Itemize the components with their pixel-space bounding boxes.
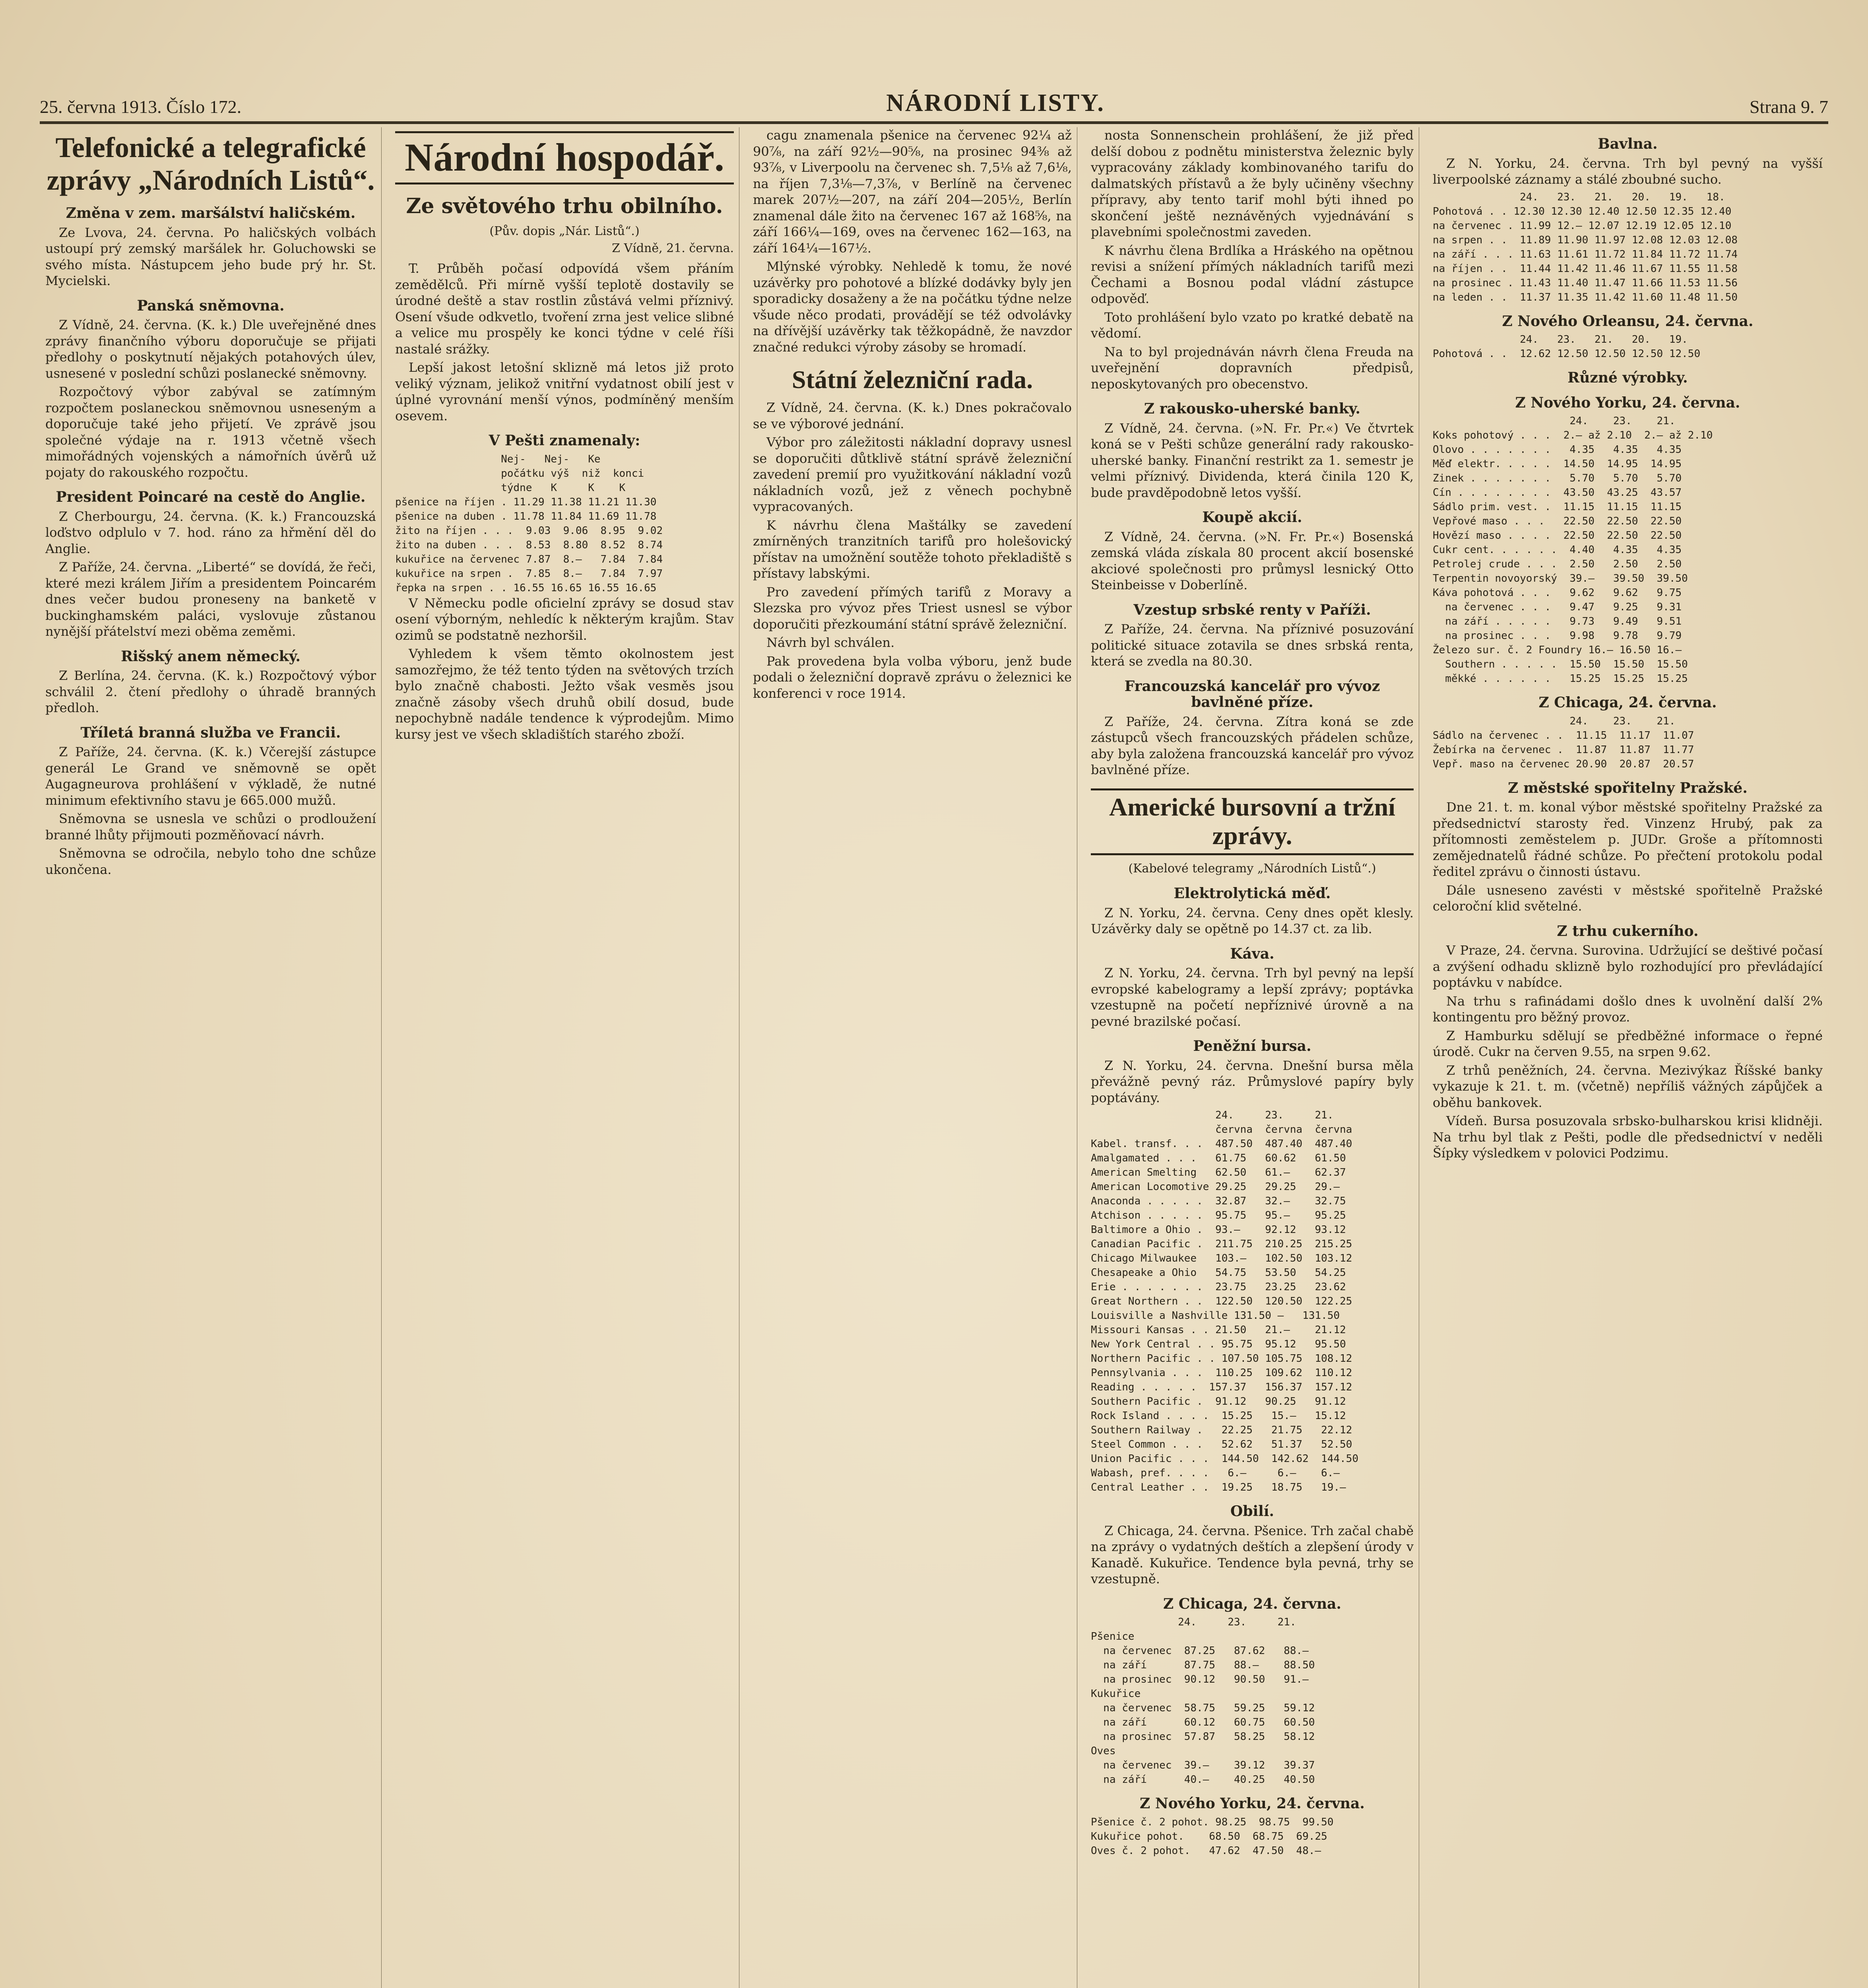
article-paragraph: Z Vídně, 24. června. (»N. Fr. Pr.«) Bosenská zemská vláda získala 80 procent akcií bosenské akciové společnosti pro průmysl lesnický Otto Steinbeisse v Doberlíně. (1091, 529, 1414, 592)
article-paragraph: Rozpočtový výbor zabýval se zatímným rozpočtem poslaneckou sněmovnou usneseným a doporučuje také jeho přijetí. Ve zprávě jsou společné výdaje na r. 1913 včetně všech mimořádných vojenských a námořních úvěrů už pojaty do rakouského rozpočtu. (45, 384, 376, 480)
article-paragraph: Lepší jakost letošní sklizně má letos již proto veliký význam, jelikož vnitřní vydatnost obilí jest v úplné vyrovnání menší výnos, podmíněný menším osevem. (395, 360, 734, 423)
section-heading: Změna v zem. maršálství haličském. (66, 205, 356, 221)
orleans-table-rows: 24. 23. 21. 20. 19. Pohotová . . 12.62 12.50 12.50 12.50 12.50 (1433, 334, 1701, 360)
article-paragraph: V Praze, 24. června. Surovina. Udržující se deštivé počasí a zvýšení odhadu sklizně bylo rozhodující pro převládající poptávku v nabídce. (1433, 943, 1823, 990)
article-paragraph: Dne 21. t. m. konal výbor městské spořitelny Pražské za předsednictví starosty řed. Vinzenz Hrubý, pak za přítomnosti zeměstelem p. JUDr. Groše a přítomnosti zemějednatelů řádné schůze. Po přečtení protokolu podal ředitel zprávu o činnosti ústavu. (1433, 800, 1823, 879)
article-paragraph: Výbor pro záležitosti nákladní dopravy usnesl se doporučiti důtklivě státní správě železniční zavedení premií pro využitkování nákladní vozů nákladních vozů, jež z věnech pochybně vypracovaných. (753, 435, 1072, 514)
article-paragraph: Z Paříže, 24. června. Zítra koná se zde zástupců všech francouzských přádelen schůze, aby byla založena francouzská kancelář pro vývoz bavlněné příze. (1091, 714, 1414, 777)
article-paragraph: Pro zavedení přímých tarifů z Moravy a Slezska pro vývoz přes Triest usnesl se výbor doporučiti přezkoumání státní správě železniční. (753, 584, 1072, 632)
grain-table-rows: 24. 23. 21. Pšenice na červenec 87.25 87.62 88.— na září 87.75 88.— 88.50 na prosinec 90.12 90.50 91.— Kukuřice na červenec 58.75 59.25 59.12 na září 60.12 60.75 60.50 na prosinec 57.87 58.25 58.12 Oves na červenec 39.— 39.12 39.37 na září 40.— 40.25 40.50 (1091, 1616, 1315, 1786)
article-paragraph: Z Paříže, 24. června. Na příznivé posuzování politické situace zotavila se dnes srbská renta, která se zvedla na 80.30. (1091, 621, 1414, 669)
article-paragraph: T. Průběh počasí odpovídá všem přáním zemědělců. Při mírně vyšší teplotě dostavily se úrodné deště a stav rostlin zůstává velmi příznivý. Osení všude odkvetlo, tvoření zrna jest velice slibné a velice mu prospěly ke konci týdne v celé říši nastalé srážky. (395, 261, 734, 357)
article-title: Ze světového trhu obilního. (406, 194, 723, 218)
article-paragraph: Z Berlína, 24. června. (K. k.) Rozpočtový výbor schválil 2. čtení předlohy o úhradě branných předloh. (45, 668, 376, 715)
headline-american-exchange: Americké bursovní a tržní zprávy. (1091, 788, 1414, 855)
headline-telegraphic-news: Telefonické a telegrafické zprávy „Národních Listů“. (47, 132, 375, 196)
issue-date: 25. června 1913. Číslo 172. (40, 97, 242, 117)
masthead (40, 85, 1828, 124)
section-heading: Vzestup srbské renty v Paříži. (1133, 601, 1371, 618)
stock-table-header: 24. 23. 21. června června června (1215, 1109, 1352, 1136)
section-heading: Z městské spořitelny Pražské. (1508, 779, 1748, 796)
article-paragraph: Z N. Yorku, 24. června. Dnešní bursa měla převážně pevný ráz. Průmyslové papíry byly poptávány. (1091, 1058, 1414, 1105)
article-paragraph: Sněmovna se usnesla ve schůzi o prodloužení branné lhůty přijmouti pozměňovací návrh. (45, 811, 376, 843)
article-paragraph: Na trhu s rafinádami došlo dnes k uvolnění další 2% kontingentu pro běžný provoz. (1433, 993, 1823, 1025)
article-paragraph: nosta Sonnenschein prohlášení, že již před delší dobou z podnětu ministerstva železnic byly vypracovány základy kombinovaného tarifu do dalmatských přístavů a že byly učiněny všechny přípravy, aby tento tarif mohl býti ihned po skončení ještě neznávěných vyjednávání s plavebními společnostmi zaveden. (1091, 128, 1414, 239)
section-heading: Z rakousko-uherské banky. (1144, 400, 1361, 417)
cotton-table-rows: Pohotová . . 12.30 12.30 12.40 12.50 12.35 12.40 na červenec . 11.99 12.— 12.07 12.19 12.05 12.10 na srpen . . 11.89 11.90 11.97 12.08 12.03 12.08 na září . . . 11.63 11.61 11.72 11.84 11.72 11.74 na říjen . . 11.44 11.42 11.46 11.67 11.55 11.58 na prosinec . 11.43 11.40 11.47 11.66 11.53 11.56 na leden . . 11.37 11.35 11.42 11.60 11.48 11.50 (1433, 205, 1738, 303)
article-paragraph: Vídeň. Bursa posuzovala srbsko-bulharskou krisi klidněji. Na trhu byl tlak z Pešti, podle dle předsednictví v neděli Šípky výsledkem v polovici Podzimu. (1433, 1113, 1823, 1161)
headline-state-railway-council: Státní železniční rada. (791, 365, 1033, 394)
price-table-header: Nej- Nej- Ke počátku výš niž konci týdne K K K (501, 453, 644, 494)
stock-table-rows: Kabel. transf. . . 487.50 487.40 487.40 Amalgamated . . . 61.75 60.62 61.50 American Smelting 62.50 61.— 62.37 American Locomotive 29.25 29.25 29.— Anaconda . . . . . 32.87 32.— 32.75 Atchison . . . . . 95.75 95.— 95.25 Baltimore a Ohio . 93.— 92.12 93.12 Canadian Pacific . 211.75 210.25 215.25 Chicago Milwaukee 103.— 102.50 103.12 Chesapeake a Ohio 54.75 53.50 54.25 Erie . . . . . . . 23.75 23.25 23.62 Great Northern . . 122.50 120.50 122.25 Louisville a Nashville 131.50 — 131.50 Missouri Kansas . . 21.50 21.— 21.12 New York Central . . 95.75 95.12 95.50 Northern Pacific . . 107.50 105.75 108.12 Pennsylvania . . . 110.25 109.62 110.12 Reading . . . . . 157.37 156.37 157.12 Southern Pacific . 91.12 90.25 91.12 Rock Island . . . . 15.25 15.— 15.12 Southern Railway . 22.25 21.75 22.12 Steel Common . . . 52.62 51.37 52.50 Union Pacific . . . 144.50 142.62 144.50 Wabash, pref. . . . 6.— 6.— 6.— Central Leather . . 19.25 18.75 19.— (1091, 1138, 1359, 1493)
price-table-rows: pšenice na říjen . 11.29 11.38 11.21 11.30 pšenice na duben . 11.78 11.84 11.69 11.78 žito na říjen . . . 9.03 9.06 8.95 9.02 žito na duben . . . 8.53 8.80 8.52 8.74 kukuřice na červenec 7.87 8.— 7.84 7.84 kukuřice na srpen . 7.85 8.— 7.84 7.97 řepka na srpen . . 16.55 16.65 16.55 16.65 (395, 496, 663, 594)
article-paragraph: Na to byl projednáván návrh člena Freuda na uveřejnění dopravních předpisů, neposkytovaných pro obecenstvo. (1091, 344, 1414, 392)
grain-table-rows-ny: Pšenice č. 2 pohot. 98.25 98.75 99.50 Kukuřice pohot. 68.50 68.75 69.25 Oves č. 2 pohot. 47.62 47.50 48.— (1091, 1816, 1334, 1857)
section-heading: Elektrolytická měď. (1174, 885, 1331, 902)
column-3 (747, 127, 1077, 1988)
article-paragraph: Z Vídně, 24. června. (K. k.) Dle uveřejněné dnes zprávy finančního výboru doporučuje se přijati předlohy o poskytnutí nějakých potahových úlev, usnesené v poslední schůzi poslanecké sněmovny. (45, 317, 376, 381)
article-paragraph: Z Hamburku sdělují se předběžné informace o řepné úrodě. Cukr na červen 9.55, na srpen 9.62. (1433, 1028, 1823, 1059)
article-paragraph: Pak provedena byla volba výboru, jenž bude podali o železniční dopravě zprávu o železnici ke konferenci v roce 1914. (753, 653, 1072, 701)
column-2 (390, 127, 739, 1988)
byline: (Pův. dopis „Nár. Listů“.) (489, 224, 640, 238)
article-paragraph: Toto prohlášení bylo vzato po kratké debatě na vědomí. (1091, 309, 1414, 341)
table-title: Z Nového Yorku, 24. června. (1515, 394, 1740, 411)
section-heading: President Poincaré na cestě do Anglie. (56, 489, 366, 505)
article-paragraph: Z Chicaga, 24. června. Pšenice. Trh začal chabě na zprávy o vydatných deštích a zlepšení úrody v Kanadě. Kukuřice. Tendence byla pevná, trhy se vzestupně. (1091, 1523, 1414, 1586)
section-heading: Koupě akcií. (1202, 509, 1302, 526)
cotton-table-header: 24. 23. 21. 20. 19. 18. (1433, 191, 1725, 203)
dateline: Z Vídně, 21. června. (612, 241, 734, 255)
article-paragraph: Z Vídně, 24. června. (K. k.) Dnes pokračovalo se ve výborové jednání. (753, 400, 1072, 431)
commodities-table-rows: 24. 23. 21. Koks pohotový . . . 2.— až 2.10 2.— až 2.10 Olovo . . . . . . . 4.35 4.35 4.35 Měď elektr. . . . . 14.50 14.95 14.95 Zinek . . . . . . . 5.70 5.70 5.70 Cín . . . . . . . . 43.50 43.25 43.57 Sádlo prim. vest. . 11.15 11.15 11.15 Vepřové maso . . . 22.50 22.50 22.50 Hovězí maso . . . . 22.50 22.50 22.50 Cukr cent. . . . . . 4.40 4.35 4.35 Petrolej crude . . . 2.50 2.50 2.50 Terpentin novoyorský 39.— 39.50 39.50 Káva pohotová . . . 9.62 9.62 9.75 na červenec . . . 9.47 9.25 9.31 na září . . . . . 9.73 9.49 9.51 na prosinec . . . 9.98 9.78 9.79 Železo sur. č. 2 Foundry 16.— 16.50 16.— Southern . . . . . 15.50 15.50 15.50 měkké . . . . . . 15.25 15.25 15.25 (1433, 415, 1713, 685)
section-heading: Káva. (1230, 945, 1274, 962)
article-paragraph: Dále usneseno zavésti v městské spořitelně Pražské celoroční klid světelné. (1433, 882, 1823, 914)
section-heading: Z trhu cukerního. (1557, 922, 1699, 940)
table-title: Z Chicaga, 24. června. (1163, 1595, 1342, 1612)
section-heading: Bavlna. (1598, 136, 1658, 152)
article-paragraph: Z trhů peněžních, 24. června. Mezivýkaz Říšské banky vykazuje k 21. t. m. (včetně) nepříliš vážných zápůjček a oběhu bankovek. (1433, 1062, 1823, 1110)
table-title: Z Nového Yorku, 24. června. (1140, 1795, 1365, 1812)
article-paragraph: Návrh byl schválen. (766, 635, 895, 650)
table-title: Z Chicaga, 24. června. (1538, 694, 1717, 711)
article-paragraph: Mlýnské výrobky. Nehledě k tomu, že nové uzávěrky pro pohotové a blízké dodávky byly jen sporadicky dosaženy a že na počátku týdne nelze všude něco prodati, provádějí se též odvolávky na dřívější uzávěrky tak těžkopádně, že navzdor značné redukci výroby zásoby se hromadí. (753, 259, 1072, 355)
article-paragraph: Z Vídně, 24. června. (»N. Fr. Pr.«) Ve čtvrtek koná se v Pešti schůze generální rady rakousko-uherské banky. Finanční restrikt za 1. semestr je velmi příznivý. Dividenda, která činila 120 K, bude pravděpodobně letos vyšší. (1091, 420, 1414, 500)
article-paragraph: V Německu podle oficielní zprávy se dosud stav osení výborným, nehledíc k některým krajům. Stav ozimů se podstatně nezhoršil. (395, 595, 734, 643)
section-heading: Tříletá branná služba ve Francii. (80, 724, 341, 741)
article-paragraph: Vyhledem k všem těmto okolnostem jest samozřejmo, že též tento týden na světových trzích bylo značně chabosti. Ježto však vesměs jsou značně zásoby všech druhů obilí dosud, bude nepochybně nadále tendence k výprodejům. Mimo kursy jest ve všech skladištích starého zboží. (395, 646, 734, 742)
byline: (Kabelové telegramy „Národních Listů“.) (1128, 861, 1376, 876)
article-paragraph: K návrhu člena Maštálky se zavedení zmírněných tranzitních tarifů pro holešovický přístav na umožnění soutěže tohoto překladiště s přístavy labskými. (753, 517, 1072, 581)
section-heading: Francouzská kancelář pro vývoz bavlněné příze. (1124, 678, 1380, 711)
column-5 (1427, 127, 1828, 1988)
article-paragraph: K návrhu člena Brdlíka a Hráského na opětnou revisi a snížení přímých nákladních tarifů mezi Čechami a Bosnou podal vládní zástupce odpověď. (1091, 243, 1414, 306)
article-paragraph: cagu znamenala pšenice na červenec 92¼ až 90⅞, na září 92½—90⅝, na prosinec 94⅜ až 93⅞, v Liverpoolu na červenec sh. 7,5⅛ až 7,6⅛, na říjen 7,3⅛—7,3⅞, v Berlíně na červenec marek 207½—207, na září 204—205½, Berlín znamenal dále žito na červenec 167 až 168⅝, na září 166¼—169, oves na červenec 162—163, na září 164¼—167½. (753, 128, 1072, 256)
column-1 (40, 127, 382, 1988)
article-paragraph: Z Cherbourgu, 24. června. (K. k.) Francouzská loďstvo odplulo v 7. hod. ráno za hřmění děl do Anglie. (45, 509, 376, 556)
page-number: Strana 9. 7 (1749, 97, 1828, 117)
headline-national-economist: Národní hospodář. (395, 131, 734, 184)
section-heading: Rišský anem německý. (121, 648, 301, 665)
section-heading: Peněžní bursa. (1193, 1038, 1311, 1054)
table-title: V Pešti znamenaly: (489, 432, 640, 449)
article-paragraph: Z N. Yorku, 24. června. Ceny dnes opět klesly. Uzávěrky daly se opětně po 14.37 ct. za lib. (1091, 905, 1414, 936)
article-paragraph: Sněmovna se odročila, nebylo toho dne schůze ukončena. (45, 846, 376, 877)
newspaper-title: NÁRODNÍ LISTY. (886, 89, 1105, 116)
section-heading: Různé výrobky. (1567, 369, 1688, 386)
column-4 (1085, 127, 1419, 1988)
columns (40, 127, 1828, 1988)
article-paragraph: Z N. Yorku, 24. června. Trh byl pevný na vyšší liverpoolské záznamy a stálé zboubné sucho. (1433, 155, 1823, 187)
table-title: Z Nového Orleansu, 24. června. (1502, 313, 1754, 330)
chicago-table-rows: 24. 23. 21. Sádlo na červenec . . 11.15 11.17 11.07 Žebírka na červenec . 11.87 11.87 11.77 Vepř. maso na červenec 20.90 20.87 20.57 (1433, 715, 1694, 770)
section-heading: Obilí. (1230, 1503, 1274, 1520)
section-heading: Panská sněmovna. (137, 297, 285, 314)
article-paragraph: Ze Lvova, 24. června. Po haličských volbách ustoupí prý zemský maršálek hr. Goluchowski se svého místa. Nástupcem jeho bude prý hr. St. Mycielski. (45, 225, 376, 288)
article-paragraph: Z N. Yorku, 24. června. Trh byl pevný na lepší evropské kabelogramy a lepší zprávy; poptávka vzestupně na početí nepříznivé úrovně a na pevné brazilské počasí. (1091, 965, 1414, 1029)
article-paragraph: Z Paříže, 24. června. „Liberté“ se dovídá, že řeči, které mezi králem Jiřím a presidentem Poincarém dnes večer budou proneseny na banketě v buckinghamském paláci, vyslovuje zůstanou nynější přátelství mezi oběma zeměmi. (45, 559, 376, 639)
article-paragraph: Z Paříže, 24. června. (K. k.) Včerejší zástupce generál Le Grand ve sněmovně se opět Augagneurova prohlášení v výkladě, že nutné minimum efektivního stavu je 665.000 mužů. (45, 744, 376, 808)
